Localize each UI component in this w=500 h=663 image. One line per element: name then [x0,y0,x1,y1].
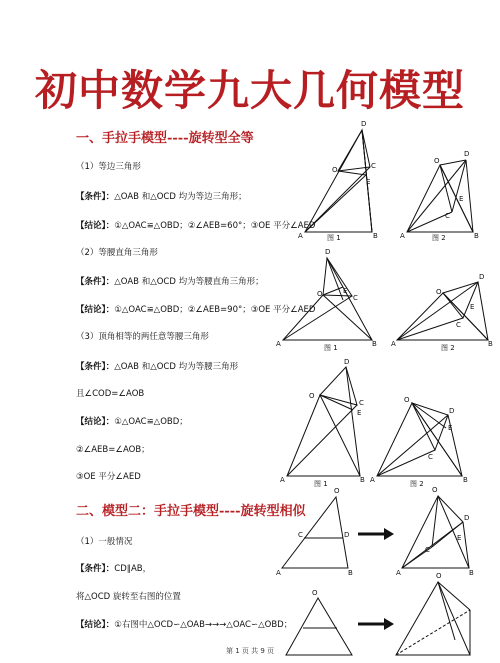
point-label: B [469,569,474,577]
figure-caption: 图 2 [432,234,446,242]
point-label: D [449,407,455,415]
point-label: C [425,546,430,554]
point-label: A [280,476,285,484]
s2-case1-label: （1）一般情况 [76,537,133,547]
page-footer: 第 1 页 共 9 页 [225,647,275,655]
case3-label: （3）顶角相等的两任意等腰三角形 [76,332,209,342]
point-label: E [448,424,453,432]
s2-case1-condition: 【条件】：CD∥AB， [76,564,152,574]
case3-conclusion-1: 【结论】：①△OAC≌△OBD； [76,417,188,427]
point-label: A [396,569,401,577]
point-label: D [464,150,470,158]
figure-caption: 图 1 [327,234,341,242]
figure-caption: 图 2 [441,344,455,352]
point-label: C [456,321,461,329]
right-isosceles-figure-2 [391,273,493,352]
point-label: E [470,303,475,311]
similar-figure-1 [276,487,353,577]
point-label: E [357,409,362,417]
point-label: A [276,340,281,348]
case1-label: （1）等边三角形 [76,162,141,172]
point-label: E [366,178,371,186]
case3-conclusion-2: ②∠AEB=∠AOB； [76,445,150,455]
arrow-icon-2 [358,618,394,630]
case2-conclusion: 【结论】：①△OAC≌△OBD；②∠AEB=90°；③OE 平分∠AED [76,305,316,315]
case1-conclusion: 【结论】：①△OAC≌△OBD；②∠AEB=60°；③OE 平分∠AED [76,221,316,231]
case2-condition: 【条件】：△OAB 和△OCD 均为等腰直角三角形； [76,277,264,287]
point-label: B [474,232,479,240]
point-label: A [400,232,405,240]
right-isosceles-figure-1 [276,248,377,352]
point-label: B [372,340,377,348]
point-label: E [459,195,464,203]
equilateral-figure-1 [298,120,378,242]
point-label: C [428,453,433,461]
point-label: D [344,358,350,366]
similar-figure-2 [396,486,474,577]
point-label: C [445,212,450,220]
point-label: C [371,162,376,170]
point-label: C [359,399,364,407]
point-label: O [404,396,410,404]
similar-figure-4 [396,572,470,655]
point-label: D [479,273,485,281]
point-label: B [373,232,378,240]
point-label: A [276,569,281,577]
point-label: D [464,514,470,522]
case2-label: （2）等腰直角三角形 [76,248,158,258]
isosceles-figure-2 [370,396,468,488]
point-label: E [457,534,462,542]
point-label: O [432,486,438,494]
section2-heading: 二、模型二：手拉手模型----旋转型相似 [76,504,306,519]
case3-condition: 【条件】：△OAB 和△OCD 均为等腰三角形 [76,362,239,372]
point-label: C [298,531,303,539]
point-label: D [361,120,367,128]
figure-caption: 图 2 [410,480,424,488]
figure-caption: 图 1 [324,344,338,352]
isosceles-figure-1 [280,358,365,488]
point-label: A [391,340,396,348]
s2-case1-conclusion: 【结论】：①右图中△OCD∽△OAB→→→△OAC∽△OBD； [76,620,293,630]
case1-condition: 【条件】：△OAB 和△OCD 均为等边三角形； [76,192,247,202]
point-label: O [334,487,340,495]
page-title: 初中数学九大几何模型 [34,66,465,115]
point-label: D [344,531,350,539]
point-label: B [360,476,365,484]
point-label: O [312,589,318,597]
point-label: O [332,166,338,174]
case3-conclusion-3: ③OE 平分∠AED [76,472,141,482]
point-label: D [325,248,331,256]
equilateral-figure-2 [400,150,479,242]
point-label: A [298,232,303,240]
section1-heading: 一、手拉手模型----旋转型全等 [76,131,254,146]
point-label: B [348,569,353,577]
point-label: O [436,288,442,296]
point-label: O [436,572,442,580]
point-label: O [434,157,440,165]
arrow-icon [358,528,394,540]
point-label: E [343,287,348,295]
point-label: A [370,476,375,484]
figure-caption: 图 1 [314,480,328,488]
point-label: C [353,294,358,302]
point-label: B [488,340,493,348]
point-label: O [309,392,315,400]
point-label: B [463,476,468,484]
point-label: O [317,290,323,298]
s2-case1-condition-line2: 将△OCD 旋转至右图的位置 [76,592,181,602]
case3-condition-line2: 且∠COD=∠AOB [76,389,145,399]
